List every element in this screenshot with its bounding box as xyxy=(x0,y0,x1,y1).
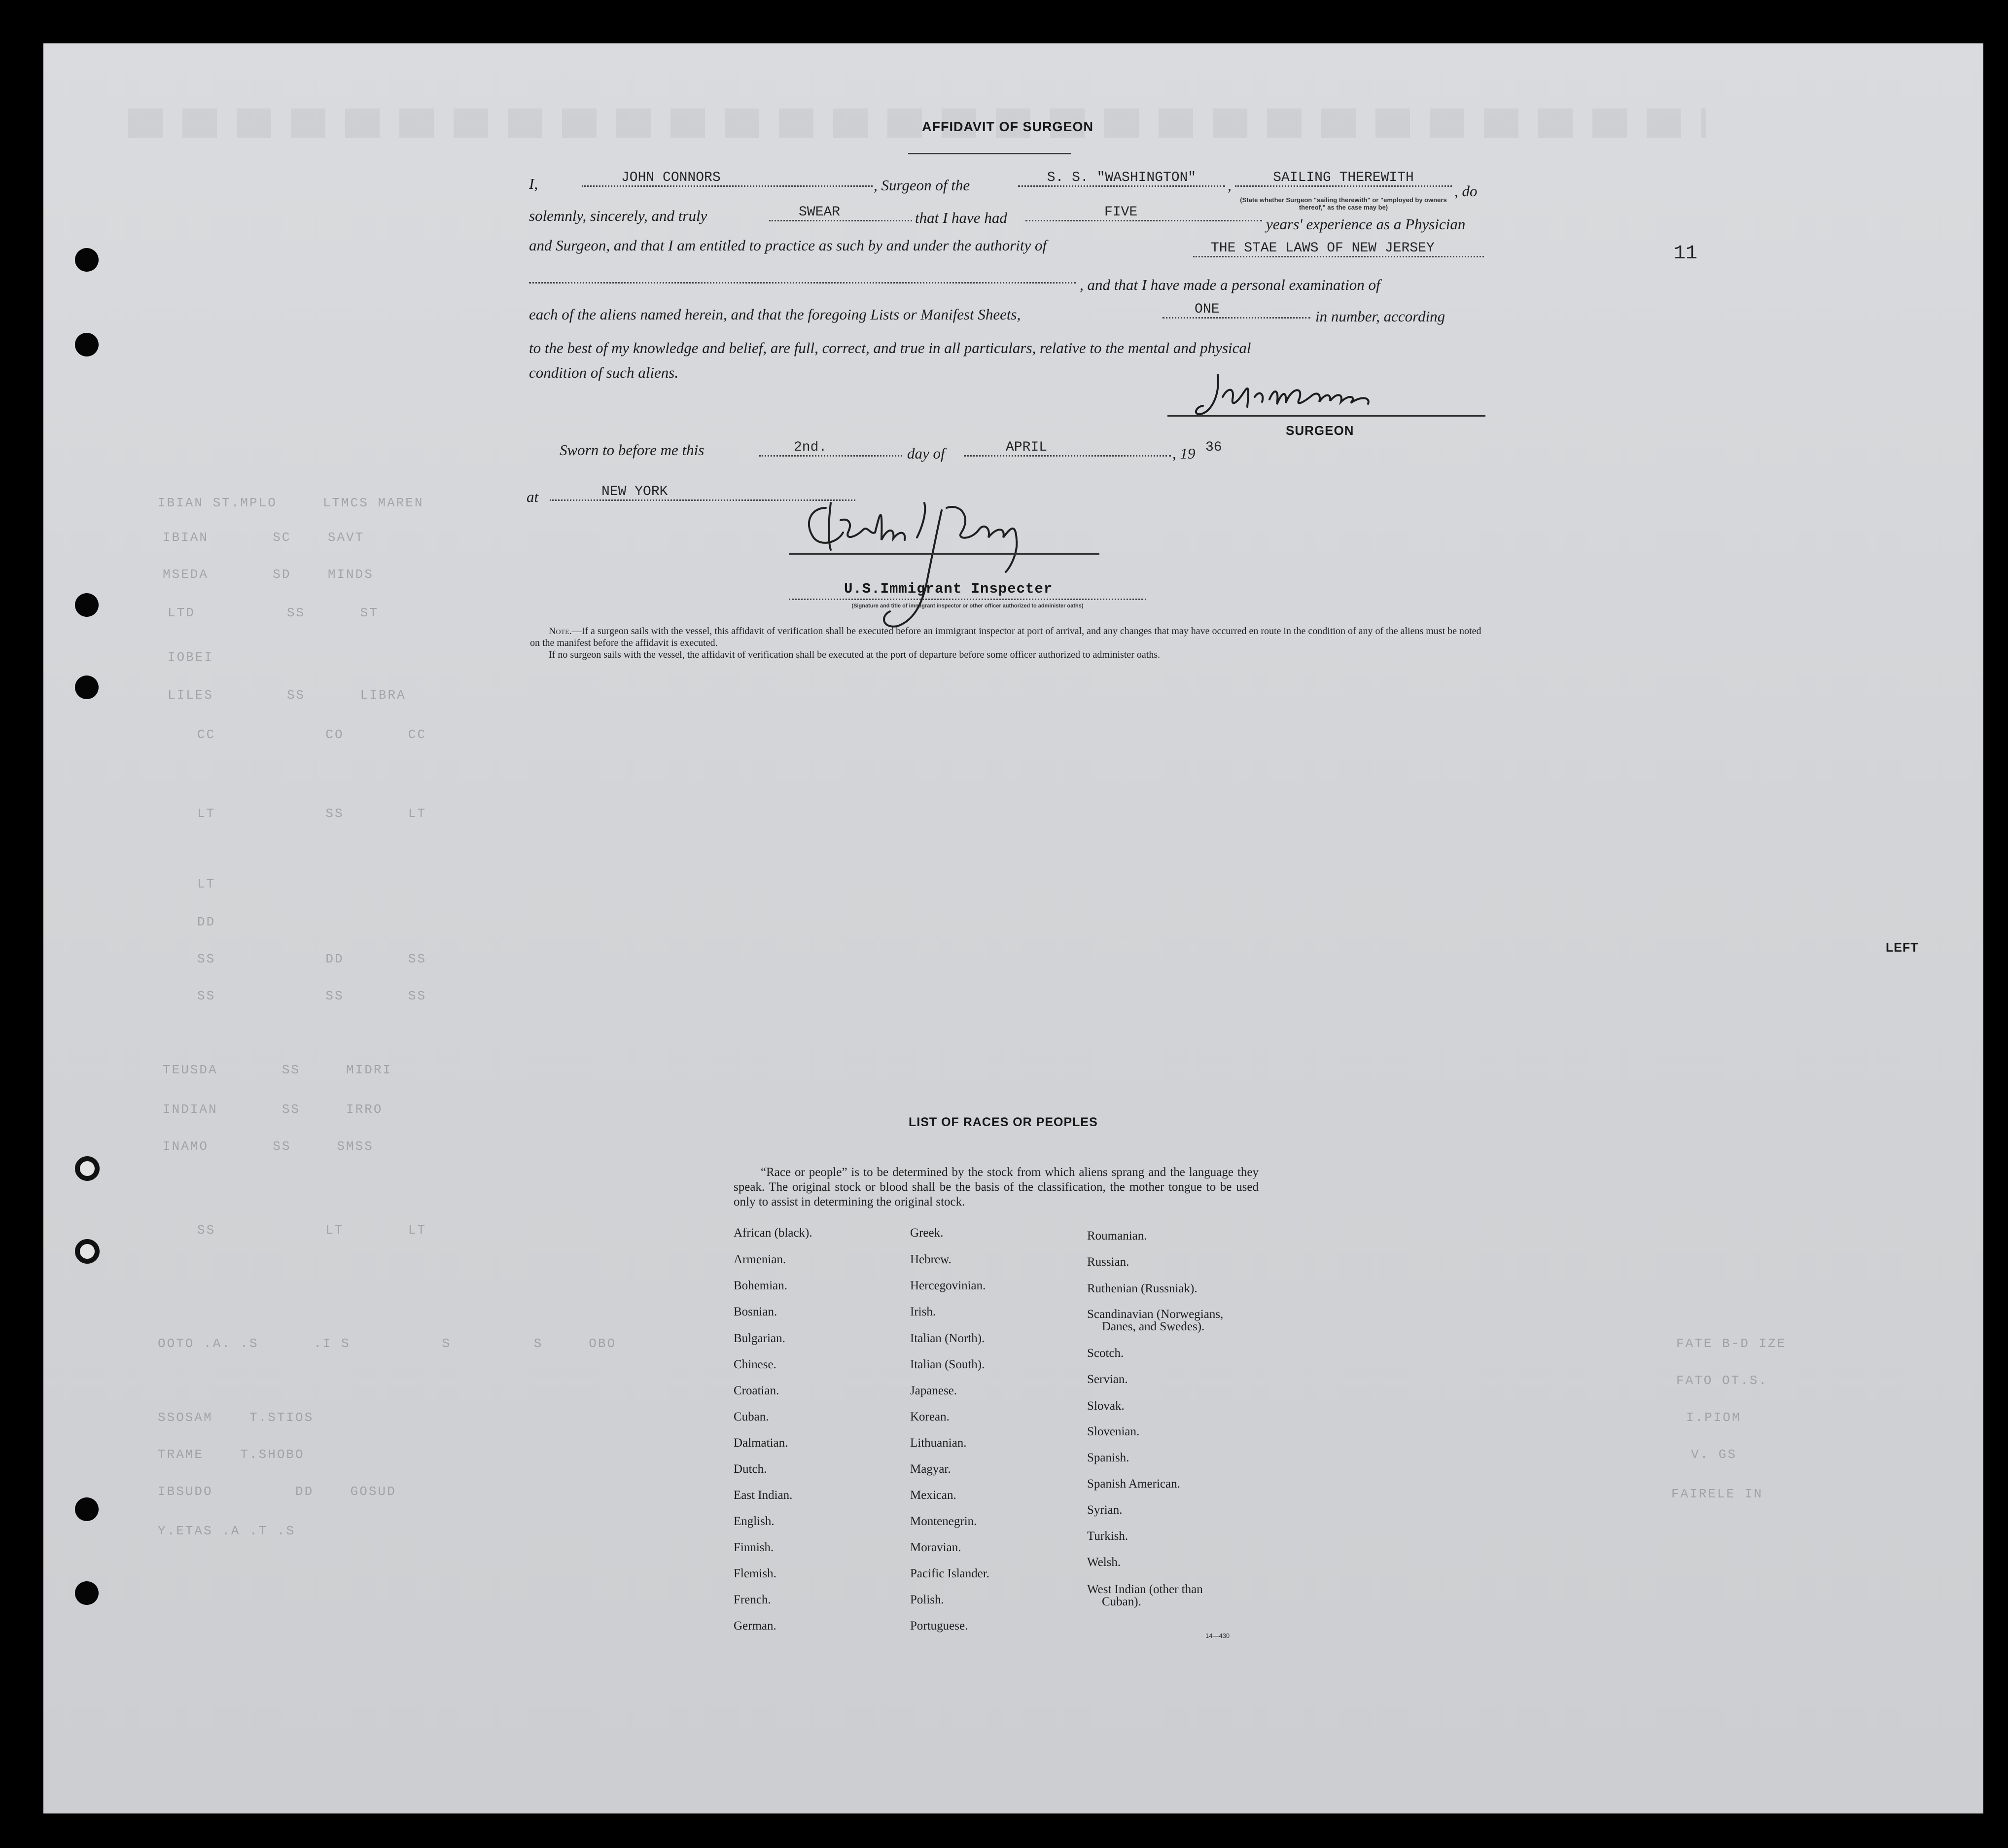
races-heading: LIST OF RACES OR PEOPLES xyxy=(909,1115,1098,1129)
bleed-through-text: I.PIOM xyxy=(1686,1410,1741,1425)
race-entry: Dutch. xyxy=(734,1462,767,1476)
race-entry: French. xyxy=(734,1593,771,1606)
bleed-through-text: SS SS SS xyxy=(197,989,427,1003)
years-experience-field: FIVE xyxy=(1025,205,1262,221)
race-entry: East Indian. xyxy=(734,1489,793,1502)
race-entry: Syrian. xyxy=(1087,1503,1123,1517)
bleed-through-text: MSEDA SD MINDS xyxy=(163,567,374,582)
at-prefix: at xyxy=(527,488,539,505)
race-entry: Scotch. xyxy=(1087,1347,1124,1360)
bleed-through-text: DD xyxy=(197,915,216,929)
race-entry: Korean. xyxy=(910,1410,950,1423)
sworn-prefix: Sworn to before me this xyxy=(560,441,705,459)
surgeon-name-field: JOHN CONNORS xyxy=(582,170,873,187)
race-entry: German. xyxy=(734,1619,776,1633)
race-entry: Dalmatian. xyxy=(734,1436,788,1450)
bleed-through-text: FATO OT.S. xyxy=(1676,1373,1768,1388)
binder-hole xyxy=(75,1156,100,1181)
binder-hole xyxy=(75,1497,99,1521)
race-entry: Cuban. xyxy=(734,1410,769,1423)
bleed-through-text: V. GS xyxy=(1691,1447,1737,1462)
bleed-through-text: LTD SS ST xyxy=(168,605,379,620)
race-entry: Scandinavian (Norwegians, xyxy=(1087,1308,1224,1321)
bleed-through-text: TRAME T.SHOBO xyxy=(158,1447,305,1462)
line1-end: , do xyxy=(1454,182,1478,200)
bleed-through-header xyxy=(128,108,1706,138)
line2-end: years' experience as a Physician xyxy=(1266,215,1466,233)
bleed-through-text: LT xyxy=(197,877,216,891)
race-entry: Hebrew. xyxy=(910,1253,951,1266)
race-entry: Slovak. xyxy=(1087,1399,1125,1413)
surgeon-status-field: SAILING THEREWITH xyxy=(1235,170,1452,187)
authority-field: THE STAE LAWS OF NEW JERSEY xyxy=(1193,241,1484,257)
race-entry: Russian. xyxy=(1087,1255,1129,1269)
surgeon-signature xyxy=(1173,367,1410,426)
race-entry: West Indian (other than xyxy=(1087,1583,1203,1596)
sworn-year-prefix: , 19 xyxy=(1172,445,1196,462)
bleed-through-text: IBSUDO DD GOSUD xyxy=(158,1484,396,1499)
race-entry: Pacific Islander. xyxy=(910,1567,990,1580)
race-entry: Italian (North). xyxy=(910,1332,985,1345)
race-entry: Bosnian. xyxy=(734,1305,777,1318)
race-entry: English. xyxy=(734,1515,775,1528)
affidavit-note xyxy=(530,625,1484,649)
race-entry: Italian (South). xyxy=(910,1358,985,1371)
race-entry: Servian. xyxy=(1087,1373,1128,1386)
race-entry: Portuguese. xyxy=(910,1619,968,1633)
page-number: 11 xyxy=(1674,243,1698,265)
race-entry: Montenegrin. xyxy=(910,1515,977,1528)
oath-field: SWEAR xyxy=(769,205,912,221)
binder-hole xyxy=(75,1581,99,1605)
bleed-through-text: LILES SS LIBRA xyxy=(168,688,406,703)
line1-mid: , Surgeon of the xyxy=(874,177,970,194)
note-text-2: If no surgeon sails with the vessel, the affidavit of verification shall be executed at the port of departure before some officer authorized to administer oaths. xyxy=(549,649,1161,660)
inspector-title-line xyxy=(789,599,1146,600)
binder-hole xyxy=(75,1239,100,1264)
bleed-through-text: SS LT LT xyxy=(197,1223,427,1238)
race-entry: Greek. xyxy=(910,1226,944,1240)
note-label: Note. xyxy=(549,626,572,637)
sworn-day-field: 2nd. xyxy=(759,440,902,457)
binder-hole xyxy=(75,333,99,356)
line6: to the best of my knowledge and belief, are full, correct, and true in all particulars, relative to the mental and physical xyxy=(529,339,1251,356)
race-entry: Lithuanian. xyxy=(910,1436,967,1450)
line5-prefix: each of the aliens named herein, and that the foregoing Lists or Manifest Sheets, xyxy=(529,306,1021,323)
bleed-through-text: SS DD SS xyxy=(197,952,427,966)
note-text-1: —If a surgeon sails with the vessel, this affidavit of verification shall be executed before an immigrant inspector at port of arrival, and any changes that may have occurred en route in the condition of any of the aliens must be noted on the manifest before the affidavit is executed. xyxy=(530,626,1481,648)
line2-mid: that I have had xyxy=(915,209,1007,226)
line5-end: in number, according xyxy=(1315,308,1445,325)
bleed-through-text: TEUSDA SS MIDRI xyxy=(163,1063,392,1077)
heading-rule xyxy=(908,153,1071,154)
race-entry: Hercegovinian. xyxy=(910,1279,986,1292)
inspector-title: U.S.Immigrant Inspecter xyxy=(844,581,1053,597)
form-code: 14—430 xyxy=(1205,1632,1230,1639)
bleed-through-text: IBIAN SC SAVT xyxy=(163,530,365,545)
bleed-through-text: SSOSAM T.STIOS xyxy=(158,1410,314,1425)
sworn-month-field: APRIL xyxy=(964,440,1171,457)
sworn-mid: day of xyxy=(907,445,945,462)
vessel-field: S. S. "WASHINGTON" xyxy=(1018,170,1225,187)
bleed-through-text: OOTO .A. .S .I S S S OBO xyxy=(158,1336,617,1351)
race-entry: Mexican. xyxy=(910,1489,956,1502)
race-entry: Roumanian. xyxy=(1087,1229,1147,1243)
line1-comma: , xyxy=(1228,177,1232,194)
race-entry: Bulgarian. xyxy=(734,1332,785,1345)
bleed-through-text: INAMO SS SMSS xyxy=(163,1139,374,1154)
sheets-count-field: ONE xyxy=(1163,302,1310,319)
status-note: (State whether Surgeon "sailing therewith" or "employed by owners thereof," as the case may be) xyxy=(1240,196,1447,211)
bleed-through-text: LT SS LT xyxy=(197,806,427,821)
binder-hole xyxy=(75,593,99,617)
bleed-through-text: IOBEI xyxy=(168,650,214,665)
race-entry: Slovenian. xyxy=(1087,1425,1140,1438)
race-entry: Bohemian. xyxy=(734,1279,788,1292)
races-intro: “Race or people” is to be determined by the stock from which aliens sprang and the language they speak. The original stock or blood shall be the basis of the classification, the mother tongue to be used only to assist in determining the original stock. xyxy=(734,1166,1259,1208)
race-entry: Croatian. xyxy=(734,1384,779,1397)
race-entry: Spanish American. xyxy=(1087,1477,1180,1491)
race-entry: Moravian. xyxy=(910,1541,961,1554)
race-entry: Chinese. xyxy=(734,1358,776,1371)
line7: condition of such aliens. xyxy=(529,364,679,381)
race-entry: Magyar. xyxy=(910,1462,951,1476)
race-entry: Spanish. xyxy=(1087,1451,1129,1464)
bleed-through-text: INDIAN SS IRRO xyxy=(163,1102,383,1117)
race-entry: Welsh. xyxy=(1087,1556,1121,1569)
inspector-note: (Signature and title of immigrant inspector or other officer authorized to administer oaths) xyxy=(851,603,1084,609)
inspector-signature-line xyxy=(789,553,1099,555)
side-mark-left: LEFT xyxy=(1886,941,1919,955)
race-entry: African (black). xyxy=(734,1226,812,1240)
binder-hole xyxy=(75,248,99,272)
line1-prefix: I, xyxy=(529,175,538,192)
line3-prefix: and Surgeon, and that I am entitled to practice as such by and under the authority of xyxy=(529,237,1047,254)
surgeon-label: SURGEON xyxy=(1286,423,1354,438)
line4-end: , and that I have made a personal examination of xyxy=(1080,276,1380,293)
race-entry: Irish. xyxy=(910,1305,936,1318)
race-entry: Armenian. xyxy=(734,1253,786,1266)
bleed-through-text: Y.ETAS .A .T .S xyxy=(158,1524,296,1538)
sworn-year-field: 36 xyxy=(1205,440,1222,455)
bleed-through-text: CC CO CC xyxy=(197,727,427,742)
bleed-through-text: FAIRELE IN xyxy=(1671,1487,1763,1501)
race-entry: Cuban). xyxy=(1102,1595,1141,1608)
race-entry: Turkish. xyxy=(1087,1529,1128,1543)
line2-prefix: solemnly, sincerely, and truly xyxy=(529,207,707,224)
race-entry: Ruthenian (Russniak). xyxy=(1087,1282,1198,1295)
race-entry: Finnish. xyxy=(734,1541,774,1554)
sworn-place-field: NEW YORK xyxy=(550,484,855,501)
race-entry: Polish. xyxy=(910,1593,944,1606)
binder-hole xyxy=(75,675,99,699)
bleed-through-text: IBIAN ST.MPLO LTMCS MAREN xyxy=(158,496,424,510)
authority-continuation-field xyxy=(529,282,1076,284)
bleed-through-text: FATE B-D IZE xyxy=(1676,1336,1787,1351)
affidavit-heading: AFFIDAVIT OF SURGEON xyxy=(922,119,1093,134)
race-entry: Danes, and Swedes). xyxy=(1102,1320,1205,1333)
race-entry: Flemish. xyxy=(734,1567,776,1580)
race-entry: Japanese. xyxy=(910,1384,957,1397)
surgeon-signature-line xyxy=(1167,415,1485,417)
